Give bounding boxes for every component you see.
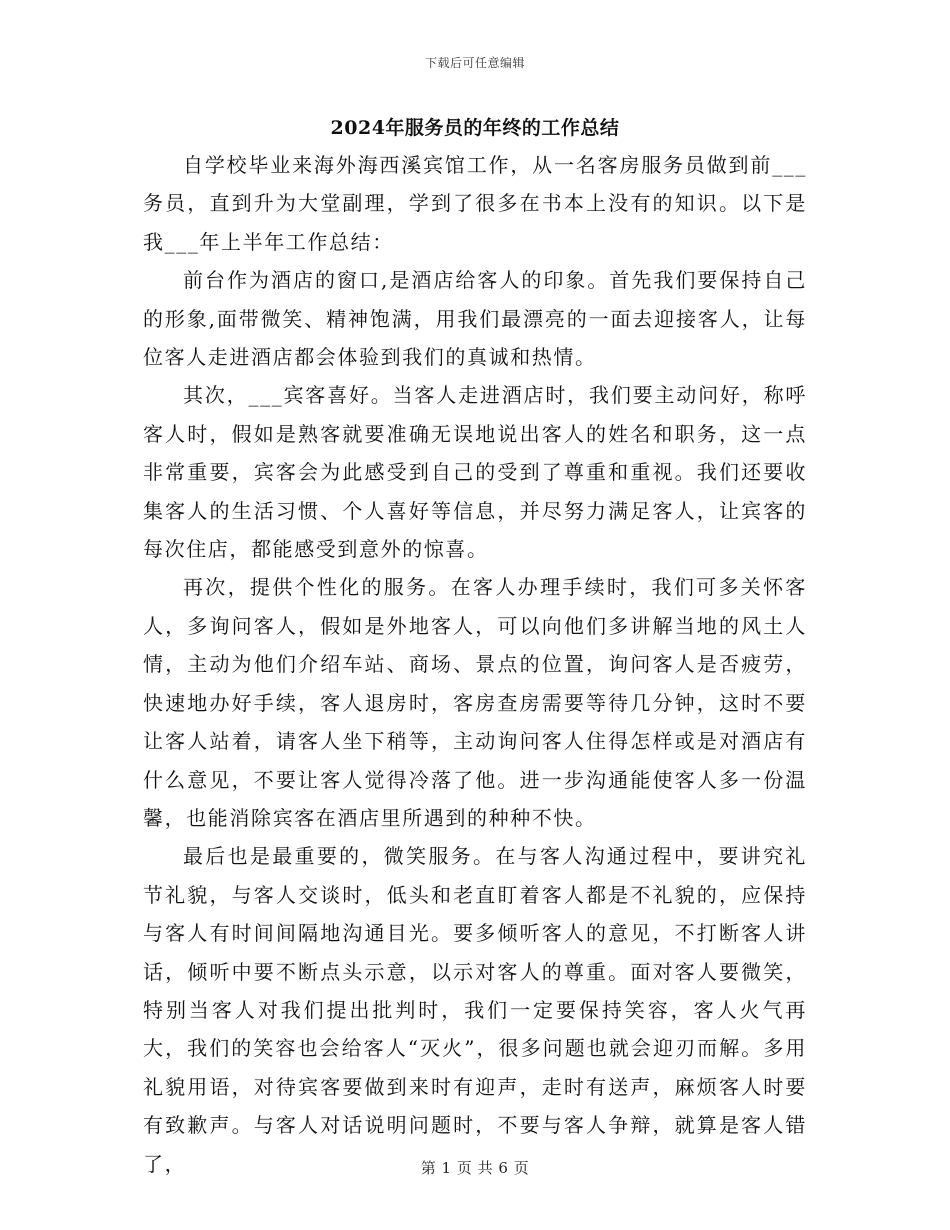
header-note: 下载后可任意编辑	[424, 56, 525, 70]
paragraph: 前台作为酒店的窗口,是酒店给客人的印象。首先我们要保持自己的形象,面带微笑、精神饱满，用我们最漂亮的一面去迎接客人，让每位客人走进酒店都会体验到我们的真诚和热情。	[143, 268, 807, 370]
document-body	[143, 146, 807, 1183]
paragraph: 自学校毕业来海外海西溪宾馆工作，从一名客房服务员做到前___务员，直到升为大堂副理，学到了很多在书本上没有的知识。以下是我___年上半年工作总结：	[143, 153, 807, 254]
paragraph: 再次，提供个性化的服务。在客人办理手续时，我们可多关怀客人，多询问客人，假如是外地客人，可以向他们多讲解当地的风土人情，主动为他们介绍车站、商场、景点的位置，询问客人是否疲劳，快速地办好手续，客人退房时，客房查房需要等待几分钟，这时不要让客人站着，请客人坐下稍等，主动询问客人住得怎样或是对酒店有什么意见，不要让客人觉得冷落了他。进一步沟通能使客人多一份温馨，也能消除宾客在酒店里所遇到的种种不快。	[143, 575, 807, 830]
paragraph: 最后也是最重要的，微笑服务。在与客人沟通过程中，要讲究礼节礼貌，与客人交谈时，低头和老直盯着客人都是不礼貌的，应保持与客人有时间间隔地沟通目光。要多倾听客人的意见，不打断客人讲话，倾听中要不断点头示意，以示对客人的尊重。面对客人要微笑，特别当客人对我们提出批判时，我们一定要保持笑容，客人火气再大，我们的笑容也会给客人“灭火”，很多问题也就会迎刃而解。多用礼貌用语，对待宾客要做到来时有迎声，走时有送声，麻烦客人时要有致歉声。与客人对话说明问题时，不要与客人争辩，就算是客人错了，	[143, 844, 807, 1176]
paragraph: 其次，___宾客喜好。当客人走进酒店时，我们要主动问好，称呼客人时，假如是熟客就要准确无误地说出客人的姓名和职务，这一点非常重要，宾客会为此感受到自己的受到了尊重和重视。我们还要收集客人的生活习惯、个人喜好等信息，并尽努力满足客人，让宾客的每次住店，都能感受到意外的惊喜。	[143, 383, 807, 562]
page-footer: 第 1 页 共 6 页	[420, 1159, 530, 1177]
document-title: 2024年服务员的年终的工作总结	[330, 117, 620, 139]
